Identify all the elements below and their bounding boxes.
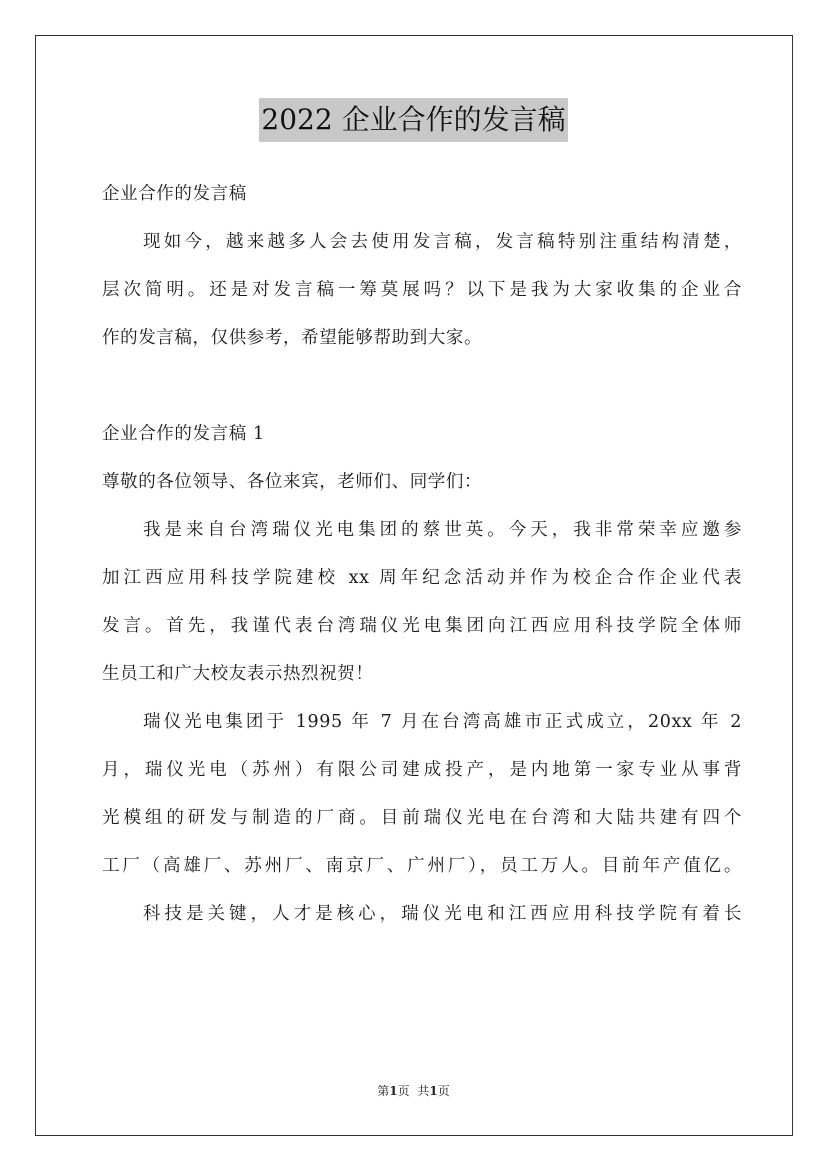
page-prefix: 第	[377, 1084, 390, 1098]
intro-line: 现如今，越来越多人会去使用发言稿，发言稿特别注重结构清楚，	[143, 232, 742, 252]
paragraph-line: 瑞仪光电集团于 1995 年 7 月在台湾高雄市正式成立，20xx 年 2	[143, 712, 742, 732]
intro-line: 作的发言稿，仅供参考，希望能够帮助到大家。	[102, 328, 483, 348]
total-prefix: 共	[417, 1084, 430, 1098]
intro-line: 层次简明。还是对发言稿一筹莫展吗？以下是我为大家收集的企业合	[102, 280, 742, 300]
title-container	[0, 98, 827, 142]
document-title: 2022 企业合作的发言稿	[259, 98, 567, 142]
paragraph-line: 生员工和广大校友表示热烈祝贺！	[102, 664, 374, 684]
paragraph-line: 工厂（高雄厂、苏州厂、南京厂、广州厂），员工万人。目前年产值亿。	[102, 856, 742, 876]
paragraph-gap	[102, 362, 742, 410]
page-footer	[0, 1083, 827, 1099]
paragraph-line: 加江西应用科技学院建校 xx 周年纪念活动并作为校企合作企业代表	[102, 568, 742, 588]
page-total: 1	[429, 1084, 438, 1098]
section-heading: 企业合作的发言稿	[102, 184, 247, 204]
paragraph-line: 光模组的研发与制造的厂商。目前瑞仪光电在台湾和大陆共建有四个	[102, 808, 742, 828]
paragraph-line: 科技是关键，人才是核心，瑞仪光电和江西应用科技学院有着长	[143, 904, 742, 924]
page-current: 1	[389, 1084, 398, 1098]
paragraph-line: 发言。首先，我谨代表台湾瑞仪光电集团向江西应用科技学院全体师	[102, 616, 742, 636]
section-heading: 企业合作的发言稿 1	[102, 424, 265, 444]
page-suffix: 页	[397, 1084, 410, 1098]
total-suffix: 页	[437, 1084, 450, 1098]
document-body	[102, 170, 742, 938]
paragraph-line: 我是来自台湾瑞仪光电集团的蔡世英。今天，我非常荣幸应邀参	[143, 520, 742, 540]
paragraph-line: 月，瑞仪光电（苏州）有限公司建成投产，是内地第一家专业从事背	[102, 760, 742, 780]
salutation: 尊敬的各位领导、各位来宾，老师们、同学们：	[102, 472, 483, 492]
